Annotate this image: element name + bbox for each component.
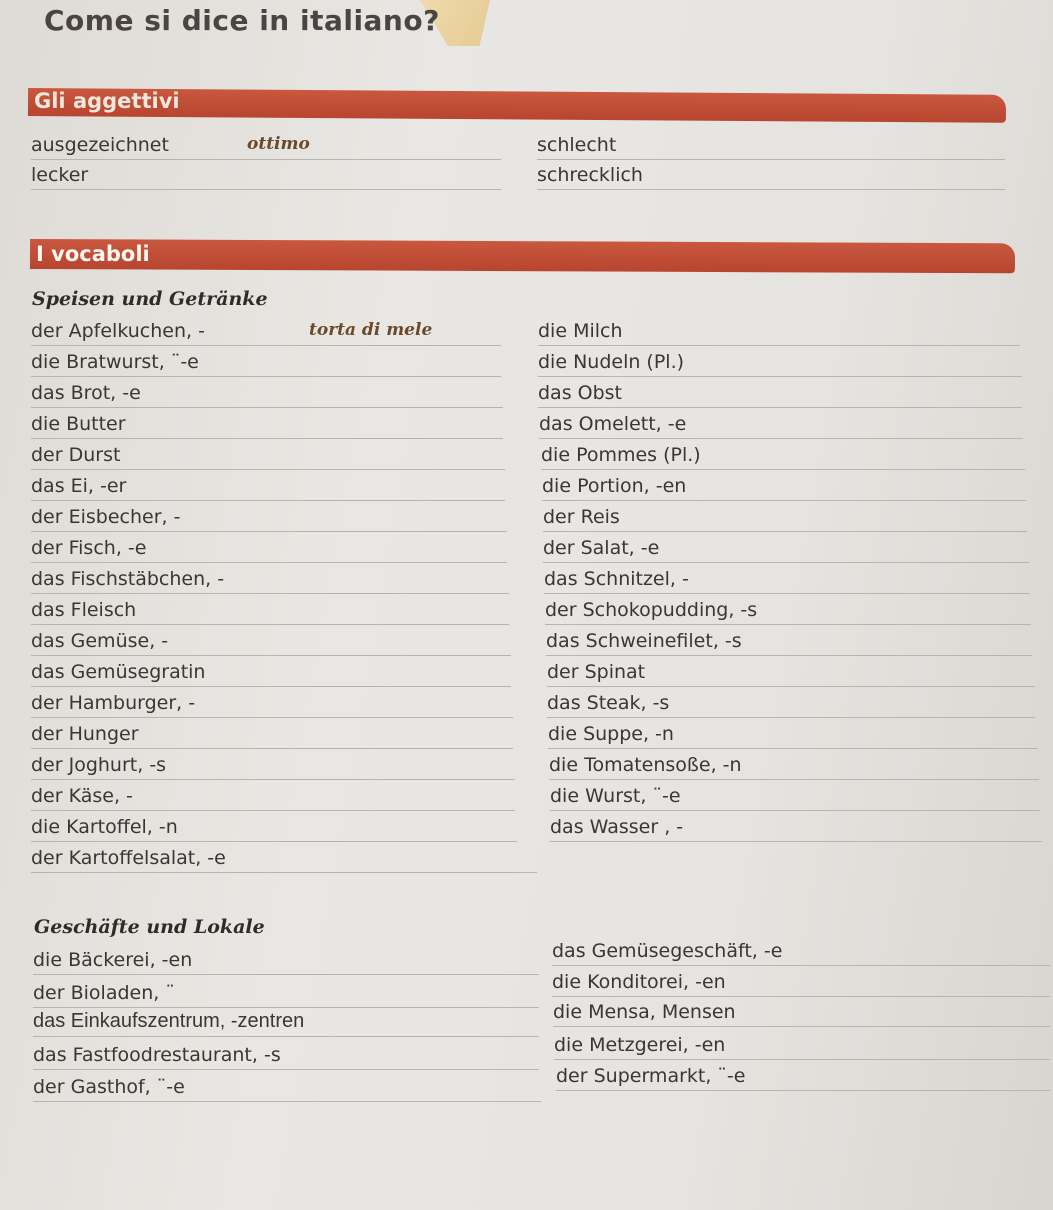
section-heading-adjectives: Gli aggettivi bbox=[34, 89, 180, 113]
german-word: der Kartoffelsalat, -e bbox=[31, 847, 226, 869]
vocab-row bbox=[546, 626, 1032, 656]
vocab-row bbox=[31, 626, 511, 656]
german-word: das Fastfoodrestaurant, -s bbox=[33, 1044, 281, 1066]
page-title: Come si dice in italiano? bbox=[44, 4, 440, 37]
vocab-row bbox=[538, 316, 1020, 346]
german-word: lecker bbox=[31, 164, 89, 186]
vocab-row bbox=[31, 378, 503, 408]
german-word: das Schnitzel, - bbox=[544, 568, 689, 590]
german-word: die Bäckerei, -en bbox=[33, 949, 193, 971]
german-word: die Wurst, ¨-e bbox=[550, 785, 681, 807]
vocab-row bbox=[547, 688, 1035, 718]
vocab-row bbox=[31, 471, 505, 501]
vocab-row bbox=[31, 440, 505, 470]
adjective-row bbox=[537, 130, 1005, 160]
german-word: die Milch bbox=[538, 320, 623, 342]
german-word: ausgezeichnet bbox=[31, 134, 169, 156]
german-word: das Obst bbox=[538, 382, 623, 404]
german-word: der Käse, - bbox=[31, 785, 133, 807]
vocab-row bbox=[547, 657, 1035, 687]
german-word: der Eisbecher, - bbox=[31, 506, 181, 528]
german-word: die Mensa, Mensen bbox=[553, 1001, 736, 1023]
vocab-row bbox=[542, 471, 1026, 501]
vocab-row bbox=[33, 945, 539, 975]
german-word: die Kartoffel, -n bbox=[31, 816, 178, 838]
subheading-shops: Geschäfte und Lokale bbox=[34, 916, 265, 938]
vocab-row bbox=[543, 502, 1027, 532]
vocab-row bbox=[31, 595, 509, 625]
vocab-row bbox=[31, 657, 511, 687]
german-word: der Gasthof, ¨-e bbox=[33, 1076, 185, 1098]
german-word: der Reis bbox=[543, 506, 620, 528]
german-word: das Einkaufszentrum, -zentren bbox=[33, 1010, 305, 1032]
vocab-row bbox=[31, 843, 537, 873]
german-word: die Tomatensoße, -n bbox=[549, 754, 742, 776]
german-word: der Schokopudding, -s bbox=[545, 599, 758, 621]
vocab-row bbox=[31, 564, 509, 594]
vocab-row bbox=[31, 533, 507, 563]
subheading-food: Speisen und Getränke bbox=[32, 288, 268, 310]
german-word: die Bratwurst, ¨-e bbox=[31, 351, 199, 373]
german-word: die Konditorei, -en bbox=[552, 971, 726, 993]
section-heading-vocab: I vocaboli bbox=[36, 242, 150, 266]
german-word: der Bioladen, ¨ bbox=[33, 982, 175, 1004]
vocab-row bbox=[550, 781, 1040, 811]
vocab-row bbox=[31, 812, 517, 842]
vocab-row bbox=[552, 936, 1050, 966]
vocab-row bbox=[33, 1072, 541, 1102]
german-word: das Gemüse, - bbox=[31, 630, 169, 652]
vocab-row bbox=[31, 502, 507, 532]
vocab-row bbox=[33, 978, 539, 1008]
vocab-row bbox=[550, 812, 1042, 842]
italian-translation: ottimo bbox=[247, 134, 310, 154]
german-word: der Apfelkuchen, - bbox=[31, 320, 205, 342]
vocab-row bbox=[554, 1030, 1050, 1060]
vocab-row bbox=[31, 688, 513, 718]
german-word: der Spinat bbox=[547, 661, 646, 683]
vocab-row bbox=[548, 719, 1038, 749]
german-word: das Fischstäbchen, - bbox=[31, 568, 225, 590]
vocab-row bbox=[538, 378, 1022, 408]
german-word: die Pommes (Pl.) bbox=[541, 444, 701, 466]
vocab-row bbox=[31, 719, 513, 749]
vocab-row bbox=[552, 967, 1050, 997]
vocab-row bbox=[31, 409, 503, 439]
german-word: der Hunger bbox=[31, 723, 139, 745]
adjective-row bbox=[537, 160, 1005, 190]
vocab-row bbox=[31, 347, 501, 377]
adjective-row bbox=[31, 160, 501, 190]
german-word: das Brot, -e bbox=[31, 382, 141, 404]
german-word: schlecht bbox=[537, 134, 617, 156]
vocab-row bbox=[545, 595, 1031, 625]
german-word: der Hamburger, - bbox=[31, 692, 196, 714]
vocab-row bbox=[544, 564, 1030, 594]
german-word: die Portion, -en bbox=[542, 475, 687, 497]
german-word: der Durst bbox=[31, 444, 121, 466]
german-word: das Wasser , - bbox=[550, 816, 684, 838]
german-word: der Salat, -e bbox=[543, 537, 660, 559]
german-word: die Nudeln (Pl.) bbox=[538, 351, 685, 373]
german-word: das Gemüsegeschäft, -e bbox=[552, 940, 783, 962]
vocab-row bbox=[33, 1040, 539, 1070]
vocab-row bbox=[31, 316, 501, 346]
german-word: der Supermarkt, ¨-e bbox=[556, 1065, 746, 1087]
vocab-row bbox=[539, 409, 1023, 439]
vocab-row bbox=[538, 347, 1022, 377]
vocab-row bbox=[541, 440, 1025, 470]
section-band-vocab bbox=[30, 239, 1015, 273]
vocab-row bbox=[33, 1007, 539, 1037]
vocab-row bbox=[31, 750, 515, 780]
italian-translation: torta di mele bbox=[309, 320, 433, 340]
vocab-row bbox=[549, 750, 1039, 780]
vocab-row bbox=[556, 1061, 1050, 1091]
adjective-row bbox=[31, 130, 501, 160]
german-word: der Fisch, -e bbox=[31, 537, 147, 559]
german-word: der Joghurt, -s bbox=[31, 754, 167, 776]
vocab-row bbox=[553, 997, 1050, 1027]
german-word: das Steak, -s bbox=[547, 692, 670, 714]
german-word: schrecklich bbox=[537, 164, 643, 186]
german-word: die Metzgerei, -en bbox=[554, 1034, 726, 1056]
german-word: das Ei, -er bbox=[31, 475, 127, 497]
vocab-row bbox=[543, 533, 1029, 563]
german-word: die Suppe, -n bbox=[548, 723, 674, 745]
german-word: das Gemüsegratin bbox=[31, 661, 206, 683]
german-word: das Omelett, -e bbox=[539, 413, 687, 435]
german-word: das Schweinefilet, -s bbox=[546, 630, 742, 652]
german-word: die Butter bbox=[31, 413, 126, 435]
vocab-row bbox=[31, 781, 515, 811]
german-word: das Fleisch bbox=[31, 599, 137, 621]
